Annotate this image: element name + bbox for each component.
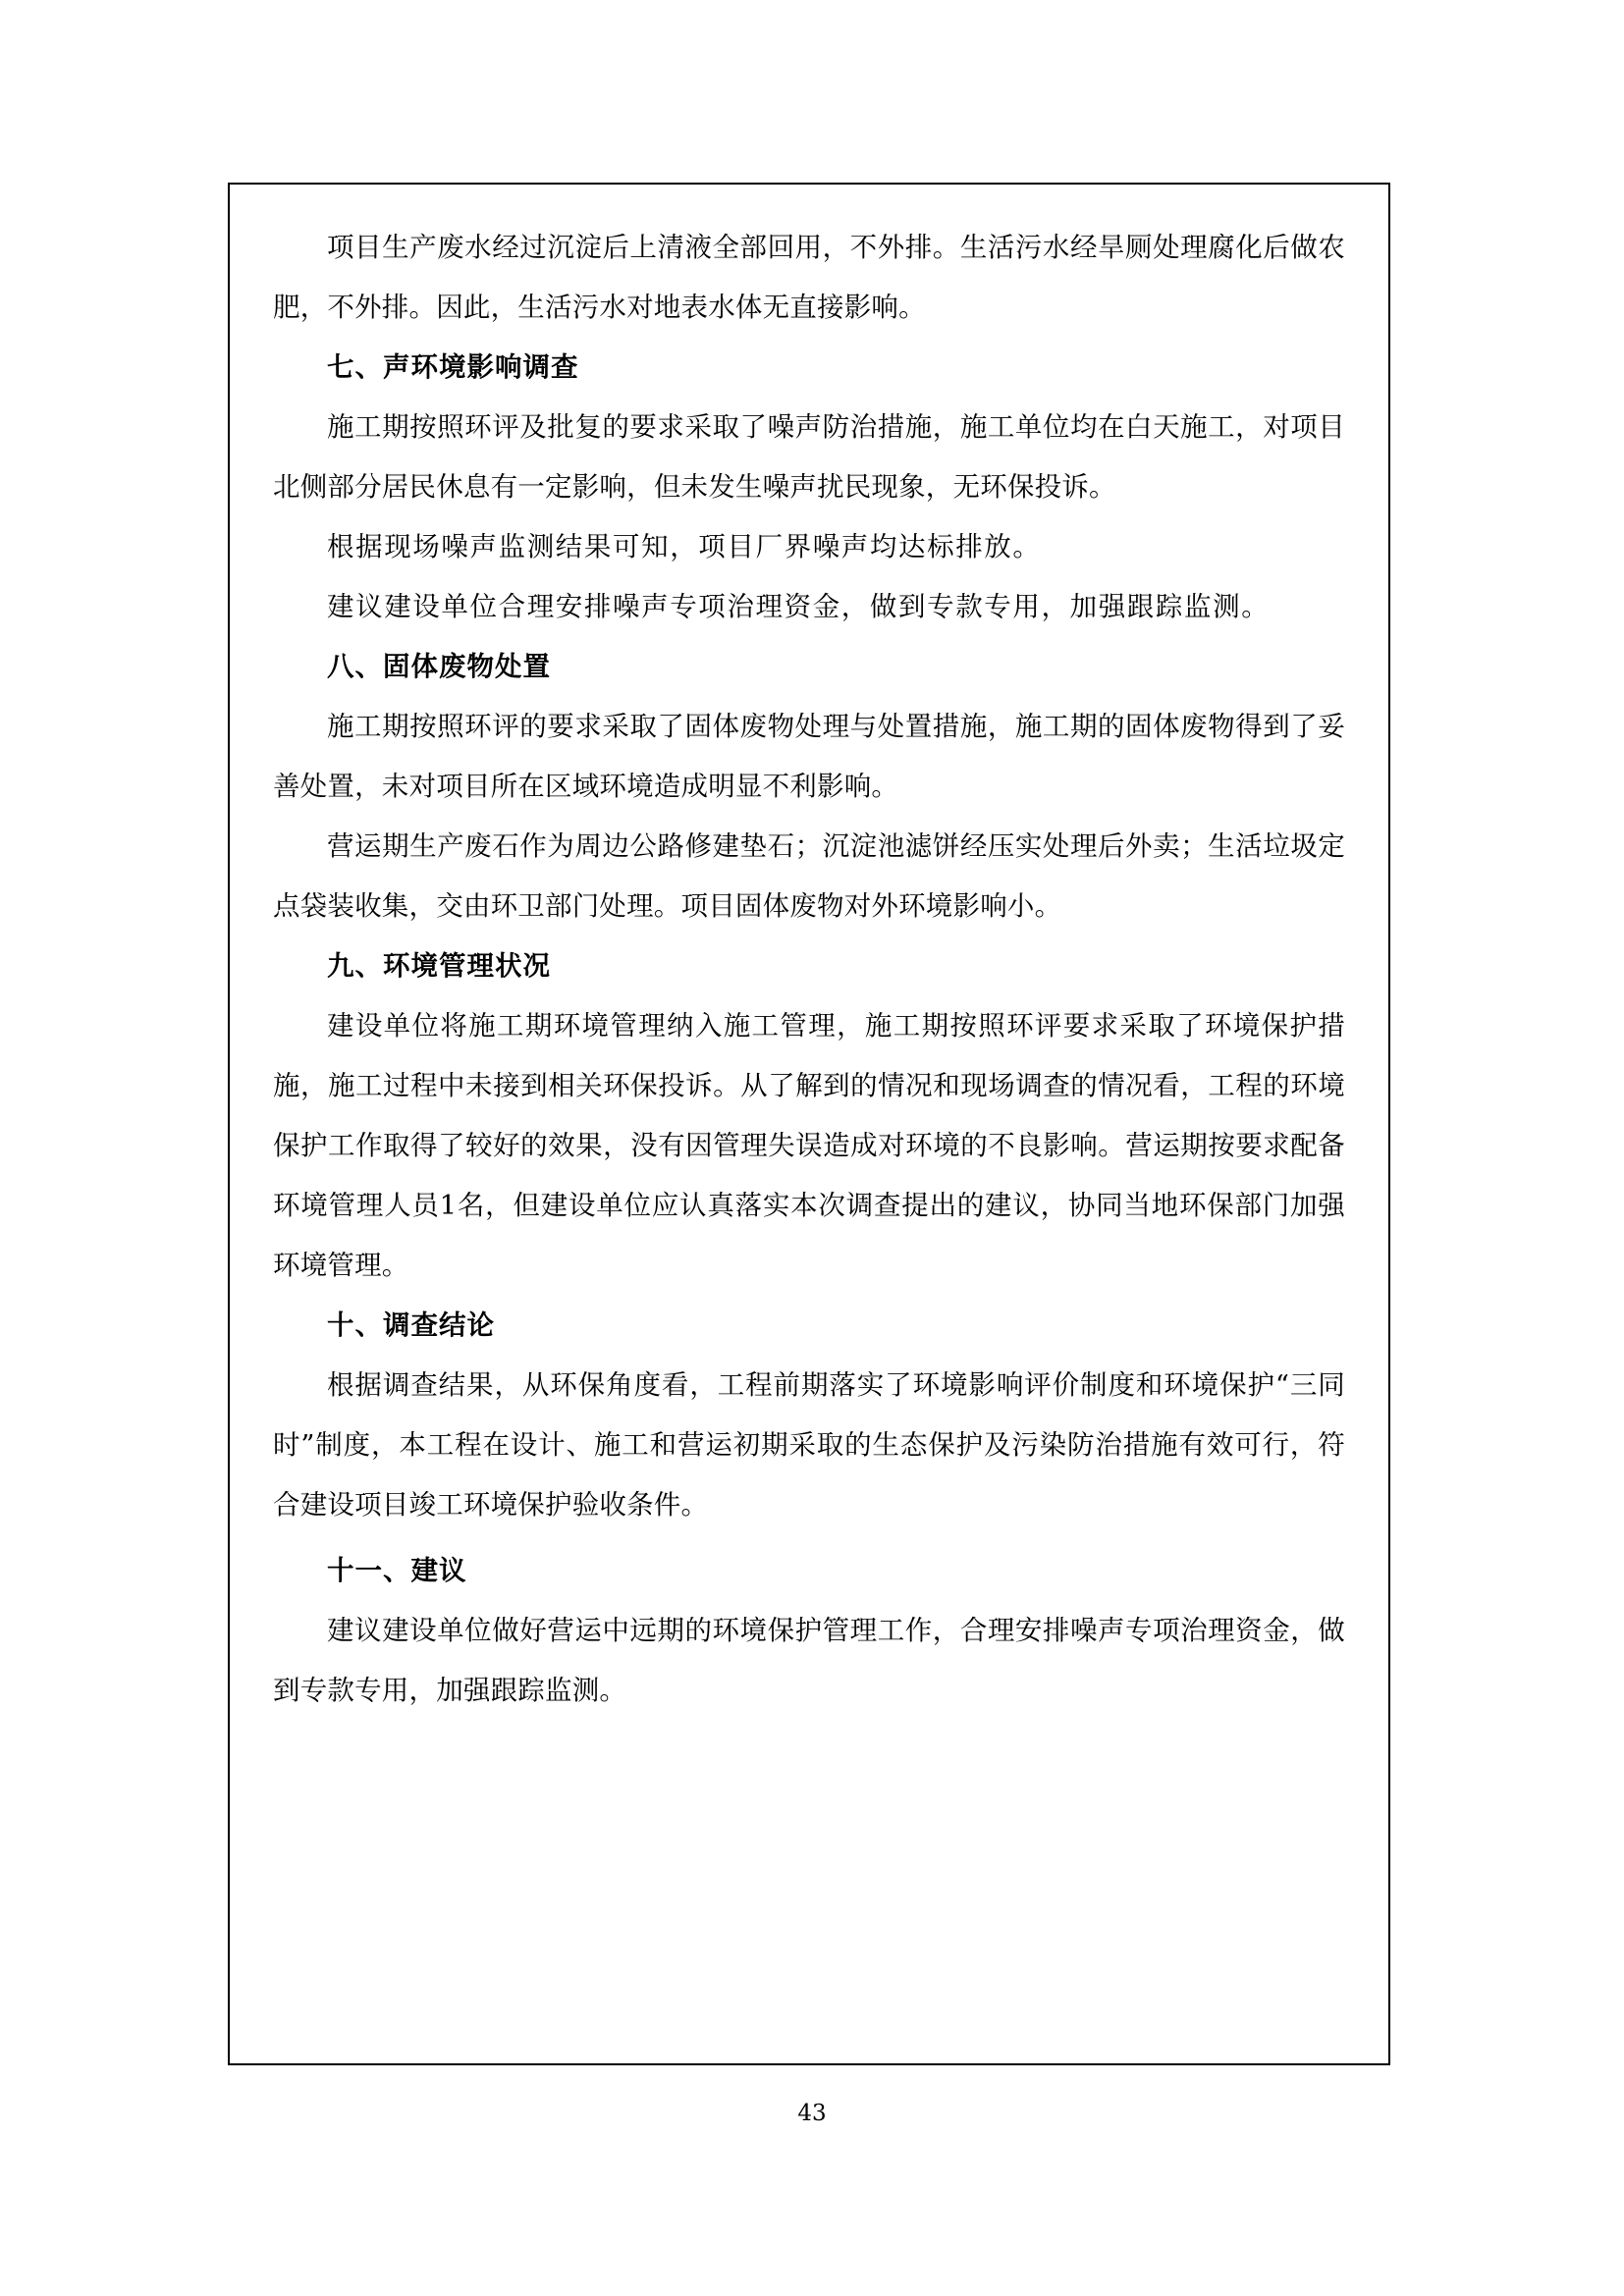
section-heading-suggestions: 十一、建议 [327, 1555, 467, 1586]
page-content-frame [228, 183, 1390, 2065]
paragraph-noise-construction: 施工期按照环评及批复的要求采取了噪声防治措施，施工单位均在白天施工，对项目北侧部分居民休息有一定影响，但未发生噪声扰民现象，无环保投诉。 [273, 411, 1345, 503]
paragraph-suggestions: 建议建设单位做好营运中远期的环境保护管理工作，合理安排噪声专项治理资金，做到专款专用，加强跟踪监测。 [273, 1615, 1345, 1706]
section-heading-conclusion: 十、调查结论 [327, 1309, 495, 1341]
section-heading-environmental-management: 九、环境管理状况 [327, 950, 551, 982]
page-number: 43 [797, 2101, 827, 2126]
paragraph-conclusion: 根据调查结果，从环保角度看，工程前期落实了环境影响评价制度和环境保护“三同时”制度，本工程在设计、施工和营运初期采取的生态保护及污染防治措施有效可行，符合建设项目竣工环境保护验收条件。 [273, 1369, 1345, 1521]
section-heading-solid-waste: 八、固体废物处置 [327, 651, 551, 682]
paragraph-solid-waste-operation: 营运期生产废石作为周边公路修建垫石；沉淀池滤饼经压实处理后外卖；生活垃圾定点袋装收集，交由环卫部门处理。项目固体废物对外环境影响小。 [273, 830, 1345, 922]
paragraph-noise-recommendation: 建议建设单位合理安排噪声专项治理资金，做到专款专用，加强跟踪监测。 [327, 591, 1271, 622]
paragraph-wastewater: 项目生产废水经过沉淀后上清液全部回用，不外排。生活污水经旱厕处理腐化后做农肥，不外排。因此，生活污水对地表水体无直接影响。 [273, 232, 1345, 323]
paragraph-solid-waste-construction: 施工期按照环评的要求采取了固体废物处理与处置措施，施工期的固体废物得到了妥善处置，未对项目所在区域环境造成明显不利影响。 [273, 711, 1345, 802]
section-heading-noise: 七、声环境影响调查 [327, 351, 579, 383]
paragraph-noise-monitoring: 根据现场噪声监测结果可知，项目厂界噪声均达标排放。 [327, 531, 1042, 562]
paragraph-environmental-management: 建设单位将施工期环境管理纳入施工管理，施工期按照环评要求采取了环境保护措施，施工过程中未接到相关环保投诉。从了解到的情况和现场调查的情况看，工程的环境保护工作取得了较好的效果，没有因管理失误造成对环境的不良影响。营运期按要求配备环境管理人员1名，但建设单位应认真落实本次调查提出的建议，协同当地环保部门加强环境管理。 [273, 1010, 1345, 1281]
